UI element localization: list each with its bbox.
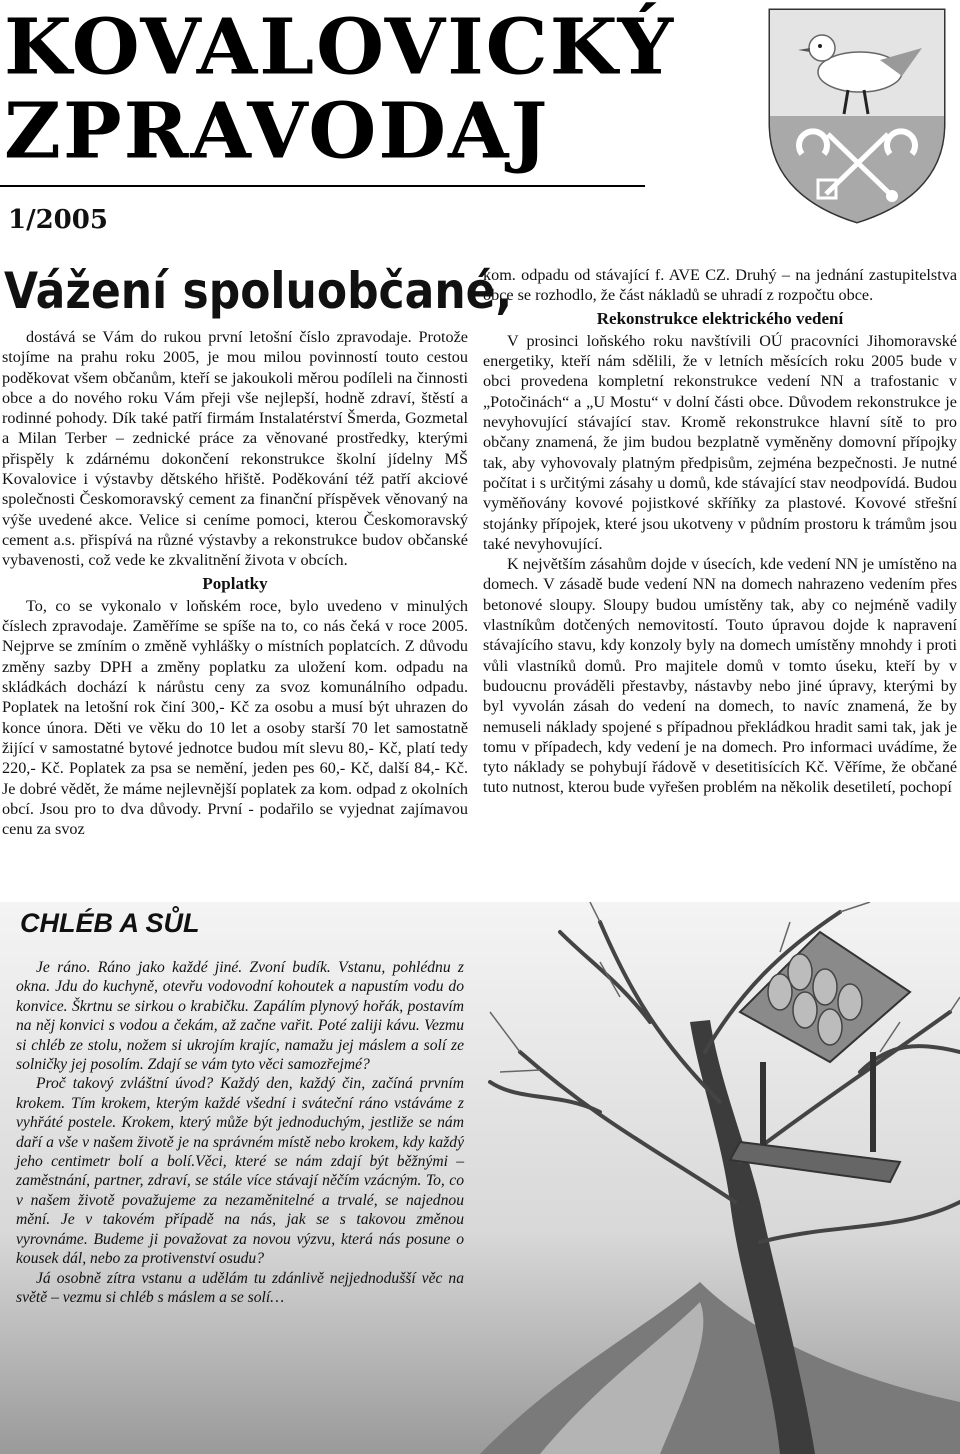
poem-paragraph-3: Já osobně zítra vstanu a udělám tu zdánlivě nejjednodušší věc na světě – vezmu si chléb s máslem a se solí…: [16, 1269, 464, 1306]
coat-of-arms-icon: [762, 4, 952, 226]
fees-paragraph: To, co se vykonalo v loňském roce, bylo uvedeno v minulých číslech zpravodaje. Zaměříme se spíše na to, co nás čeká v roce 2005. Nejprve se zmíním o změně vyhlášky o místních poplatcích. Z důvodu změny sazby DPH a změny poplatku za uložení kom. odpadu na skládkách dochází k nárůstu ceny za svoz komunálního odpadu. Poplatek na letošní rok činí 300,- Kč za osobu a musí být uhrazen do konce února. Děti ve věku do 10 let a osoby starší 70 let samostatně žijící v samostatné bytové jednotce budou mít slevu 80,- Kč, platí tedy 220,- Kč. Poplatek za psa se nemění, jeden pes 60,- Kč, další 84,- Kč. Je dobré vědět, že máme nejlevnější poplatek za kom. odpad z okolních obcí. Jsou pro to dva důvody. První - podařilo se vyjednat zajímavou cenu za svoz: [2, 596, 468, 839]
poem-text: [16, 958, 464, 1307]
masthead-line-2: ZPRAVODAJ: [4, 87, 550, 177]
electric-heading: Rekonstrukce elektrického vedení: [596, 308, 844, 328]
electric-paragraph-1: V prosinci loňského roku navštívili OÚ pracovníci Jihomoravské energetiky, kteří nám sdělili, že v letních měsících roku 2005 bude v obci provedena kompletní rekonstrukce vedení NN a trafostanic v „Potočinách“ a „U Mostu“ v dolní části obce. Důvodem rekonstrukce je nevyhovující stávající stav. Kromě rekonstrukce hlavní sítě to pro občany znamená, že jim budou bezplatně vyměněny domovní přípojky tak, aby vyhovovaly platným předpisům, zejména bezpečnosti. Je nutné počítat i s určitými zásahy u domů, kde stávající stav neodpovídá. Budou vyměňovány kovové pojistkové skříňky za plastové. Kovové střešní stojánky přípojek, které jsou ukotveny v půdním prostoru k trámům jsou také nevyhovující.: [483, 331, 957, 553]
intro-paragraph: dostává se Vám do rukou první letošní číslo zpravodaje. Protože stojíme na prahu roku 2005, je mou milou povinností touto cestou poděkovat všem občanům, kteří se jakoukoli měrou podíleli na činnosti obce a do nového roku Vám přeji vše nejlepší, hodně zdraví, štěstí a rodinné pohody. Dík také patří firmám Instalatérství Šmerda, Gozmetal a Milan Terber – zednické práce za věnované prostředky, kterými přispěly k zdárnému dokončení rekonstrukce školní jídelny MŠ Kovalovice i výstavby dětského hřiště. Poděkování též patří akciové společnosti Českomoravský cement za finanční příspěvek věnovaný na výše uvedené akce. Velice si ceníme pomoci, kterou Českomoravský cement a.s. přispívá na různé výstavby a rekonstrukce budov občanské vybavenosti, což vede ke zkvalitnění života v obcích.: [2, 328, 468, 570]
poem-title: CHLÉB A SŮL: [20, 908, 200, 938]
masthead-line-1: KOVALOVICKÝ: [4, 2, 676, 92]
continuation-paragraph: kom. odpadu od stávající f. AVE CZ. Druhý – na jednání zastupitelstva obce se rozhodlo, že část nákladů se uhradí z rozpočtu obce.: [483, 266, 957, 305]
fees-heading: Poplatky: [202, 573, 268, 593]
poem-paragraph-1: Je ráno. Ráno jako každé jiné. Zvoní budík. Vstanu, pohlédnu z okna. Jdu do kuchyně, otevřu vodovodní kohoutek a napustím vodu do konvice. Škrtnu se sirkou o krabičku. Zapálím plynový hořák, postavím na něj konvici s vodou a čekám, až začne vařit. Poté zaliji kávu. Vezmu si chléb ze stolu, nožem si ukrojím krajíc, namažu jej máslem a solí ze solničky jej posolím. Zdají se vám tyto věci samozřejmé?: [16, 959, 464, 1074]
masthead-rule: [0, 185, 645, 187]
right-column: [483, 265, 957, 798]
electric-paragraph-2: K největším zásahům dojde v úsecích, kde vedení NN je umístěno na domech. V zásadě bude vedení NN na domech nahrazeno vedením přes betonové sloupy. Sloupy budou umístěny tak, aby co nejméně vadily vlastníkům dotčených nemovitostí. Touto úpravou dojde k napravení stávajícího stavu, kdy konzoly byly na domech umístěny mnohdy i proti vůli vlastníků domů. Pro majitele domů v tomto úseku, kteří by v budoucnu prováděli přestavby, nástavby nebo jiné úpravy, kterými by byl vyvolán zásah do vedení na domech, to navíc znamená, že by nemuseli náklady spojené s případnou překládkou hradit sami tak, jak je tomu v případech, kdy vedení je na domech. Pro informaci uvádíme, že tyto náklady se pohybují řádově v desetitisících Kč. Věříme, že občané tuto nutnost, kterou bude vyřešen problém na několik desetiletí, pochopí: [483, 555, 957, 797]
poem-paragraph-2: Proč takový zvláštní úvod? Každý den, každý čin, začíná prvním krokem. Tím krokem, kterým každé všední i sváteční ráno vstáváme z vyhřáté postele. Krokem, který může být jednoduchým, jestliže se nám daří a vše v našem životě je na správném místě nebo krokem, kdy každý jeho centimetr bolí a bolí.Věci, které se nám zdají být běžnými – zaměstnání, partner, zdraví, se stále více stávají něčím vzácným. To, co v našem životě považujeme za nezaměnitelné a trvalé, se najednou mění. Je v takovém případě na nás, jak se s takovou změnou vyrovnáme. Budeme ji považovat za novou výzvu, která nás posune o kousek dál, nebo za protivenství osudu?: [16, 1075, 464, 1268]
issue-number: 1/2005: [8, 205, 108, 235]
left-column: [2, 327, 468, 839]
masthead-title: [4, 2, 676, 177]
greeting-heading: Vážení spoluobčané,: [4, 262, 513, 320]
